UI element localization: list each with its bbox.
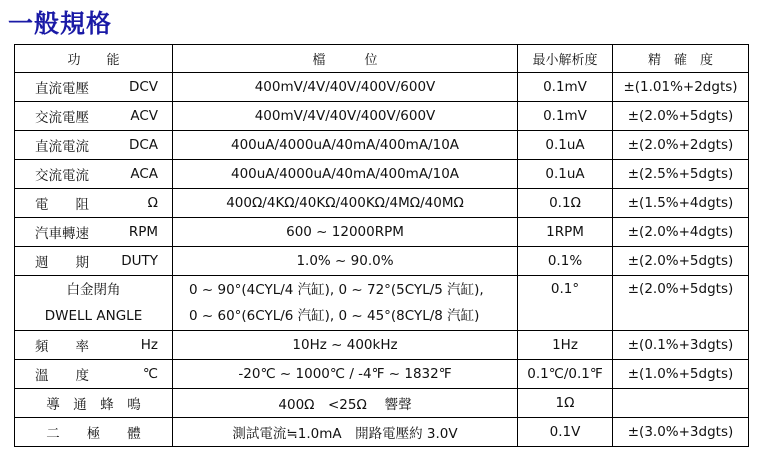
function-name: 交流電流 xyxy=(35,168,89,184)
range-cell: 600 ~ 12000RPM xyxy=(173,218,518,247)
table-row xyxy=(15,247,749,276)
resolution-cell: 0.1% xyxy=(518,247,613,276)
function-name: 溫 度 xyxy=(35,368,89,384)
accuracy-cell: ±(2.0%+5dgts) xyxy=(613,276,749,331)
resolution-cell: 1Hz xyxy=(518,331,613,360)
table-row-dwell xyxy=(15,276,749,331)
function-name: 直流電壓 xyxy=(35,81,89,97)
resolution-cell: 0.1uA xyxy=(518,160,613,189)
spec-table xyxy=(14,44,749,447)
function-unit: DUTY xyxy=(121,253,158,269)
range-cell: 400uA/4000uA/40mA/400mA/10A xyxy=(173,131,518,160)
function-name: 週 期 xyxy=(35,255,89,271)
resolution-cell: 0.1℃/0.1℉ xyxy=(518,360,613,389)
table-row xyxy=(15,389,749,418)
function-name: 白金閉角 xyxy=(66,282,121,298)
range-line: 0 ~ 90°(4CYL/4 汽缸), 0 ~ 72°(5CYL/5 汽缸), xyxy=(189,282,484,298)
resolution-cell: 0.1Ω xyxy=(518,189,613,218)
table-row xyxy=(15,360,749,389)
range-cell: 400mV/4V/40V/400V/600V xyxy=(173,73,518,102)
resolution-cell: 0.1V xyxy=(518,418,613,447)
header-resolution: 最小解析度 xyxy=(518,45,613,73)
range-cell: 10Hz ~ 400kHz xyxy=(173,331,518,360)
resolution-cell: 0.1° xyxy=(518,276,613,331)
resolution-cell: 0.1uA xyxy=(518,131,613,160)
table-row xyxy=(15,131,749,160)
function-name: 直流電流 xyxy=(35,139,89,155)
function-unit: DCA xyxy=(128,137,158,153)
table-row xyxy=(15,418,749,447)
table-row xyxy=(15,189,749,218)
range-cell: 400Ω/4KΩ/40KΩ/400KΩ/4MΩ/40MΩ xyxy=(173,189,518,218)
header-accuracy: 精 確 度 xyxy=(613,45,749,73)
accuracy-cell xyxy=(613,389,749,418)
table-row xyxy=(15,102,749,131)
accuracy-cell: ±(2.0%+4dgts) xyxy=(613,218,749,247)
function-unit: Ω xyxy=(147,195,158,211)
range-cell: -20℃ ~ 1000℃ / -4℉ ~ 1832℉ xyxy=(173,360,518,389)
table-row xyxy=(15,160,749,189)
accuracy-cell: ±(2.0%+5dgts) xyxy=(613,247,749,276)
table-row xyxy=(15,73,749,102)
header-function: 功 能 xyxy=(15,45,173,73)
resolution-cell: 0.1mV xyxy=(518,102,613,131)
accuracy-cell: ±(3.0%+3dgts) xyxy=(613,418,749,447)
function-name-en: DWELL ANGLE xyxy=(44,308,143,324)
header-row xyxy=(15,45,749,73)
table-row xyxy=(15,218,749,247)
accuracy-cell: ±(2.5%+5dgts) xyxy=(613,160,749,189)
accuracy-cell: ±(0.1%+3dgts) xyxy=(613,331,749,360)
function-name: 導 通 蜂 鳴 xyxy=(15,389,173,418)
function-name: 二 極 體 xyxy=(15,418,173,447)
range-cell: 1.0% ~ 90.0% xyxy=(173,247,518,276)
page-title: 一般規格 xyxy=(8,9,113,38)
function-unit: Hz xyxy=(140,337,158,353)
accuracy-cell: ±(2.0%+2dgts) xyxy=(613,131,749,160)
function-unit: ACA xyxy=(130,166,158,182)
header-range: 檔 位 xyxy=(173,45,518,73)
function-name: 電 阻 xyxy=(35,197,89,213)
function-unit: ℃ xyxy=(142,366,158,382)
range-cell: 400mV/4V/40V/400V/600V xyxy=(173,102,518,131)
function-name: 頻 率 xyxy=(35,339,89,355)
function-name: 汽車轉速 xyxy=(35,226,89,242)
function-name: 交流電壓 xyxy=(35,110,89,126)
resolution-cell: 0.1mV xyxy=(518,73,613,102)
accuracy-cell: ±(1.5%+4dgts) xyxy=(613,189,749,218)
table-row xyxy=(15,331,749,360)
range-cell: 400Ω <25Ω 響聲 xyxy=(173,389,518,418)
function-unit: DCV xyxy=(128,79,158,95)
accuracy-cell: ±(1.0%+5dgts) xyxy=(613,360,749,389)
resolution-cell: 1RPM xyxy=(518,218,613,247)
function-unit: RPM xyxy=(128,224,158,240)
resolution-cell: 1Ω xyxy=(518,389,613,418)
range-line: 0 ~ 60°(6CYL/6 汽缸), 0 ~ 45°(8CYL/8 汽缸) xyxy=(189,308,480,324)
accuracy-cell: ±(2.0%+5dgts) xyxy=(613,102,749,131)
range-cell: 測試電流≒1.0mA 開路電壓約 3.0V xyxy=(173,418,518,447)
function-unit: ACV xyxy=(130,108,158,124)
range-cell: 400uA/4000uA/40mA/400mA/10A xyxy=(173,160,518,189)
accuracy-cell: ±(1.01%+2dgts) xyxy=(613,73,749,102)
